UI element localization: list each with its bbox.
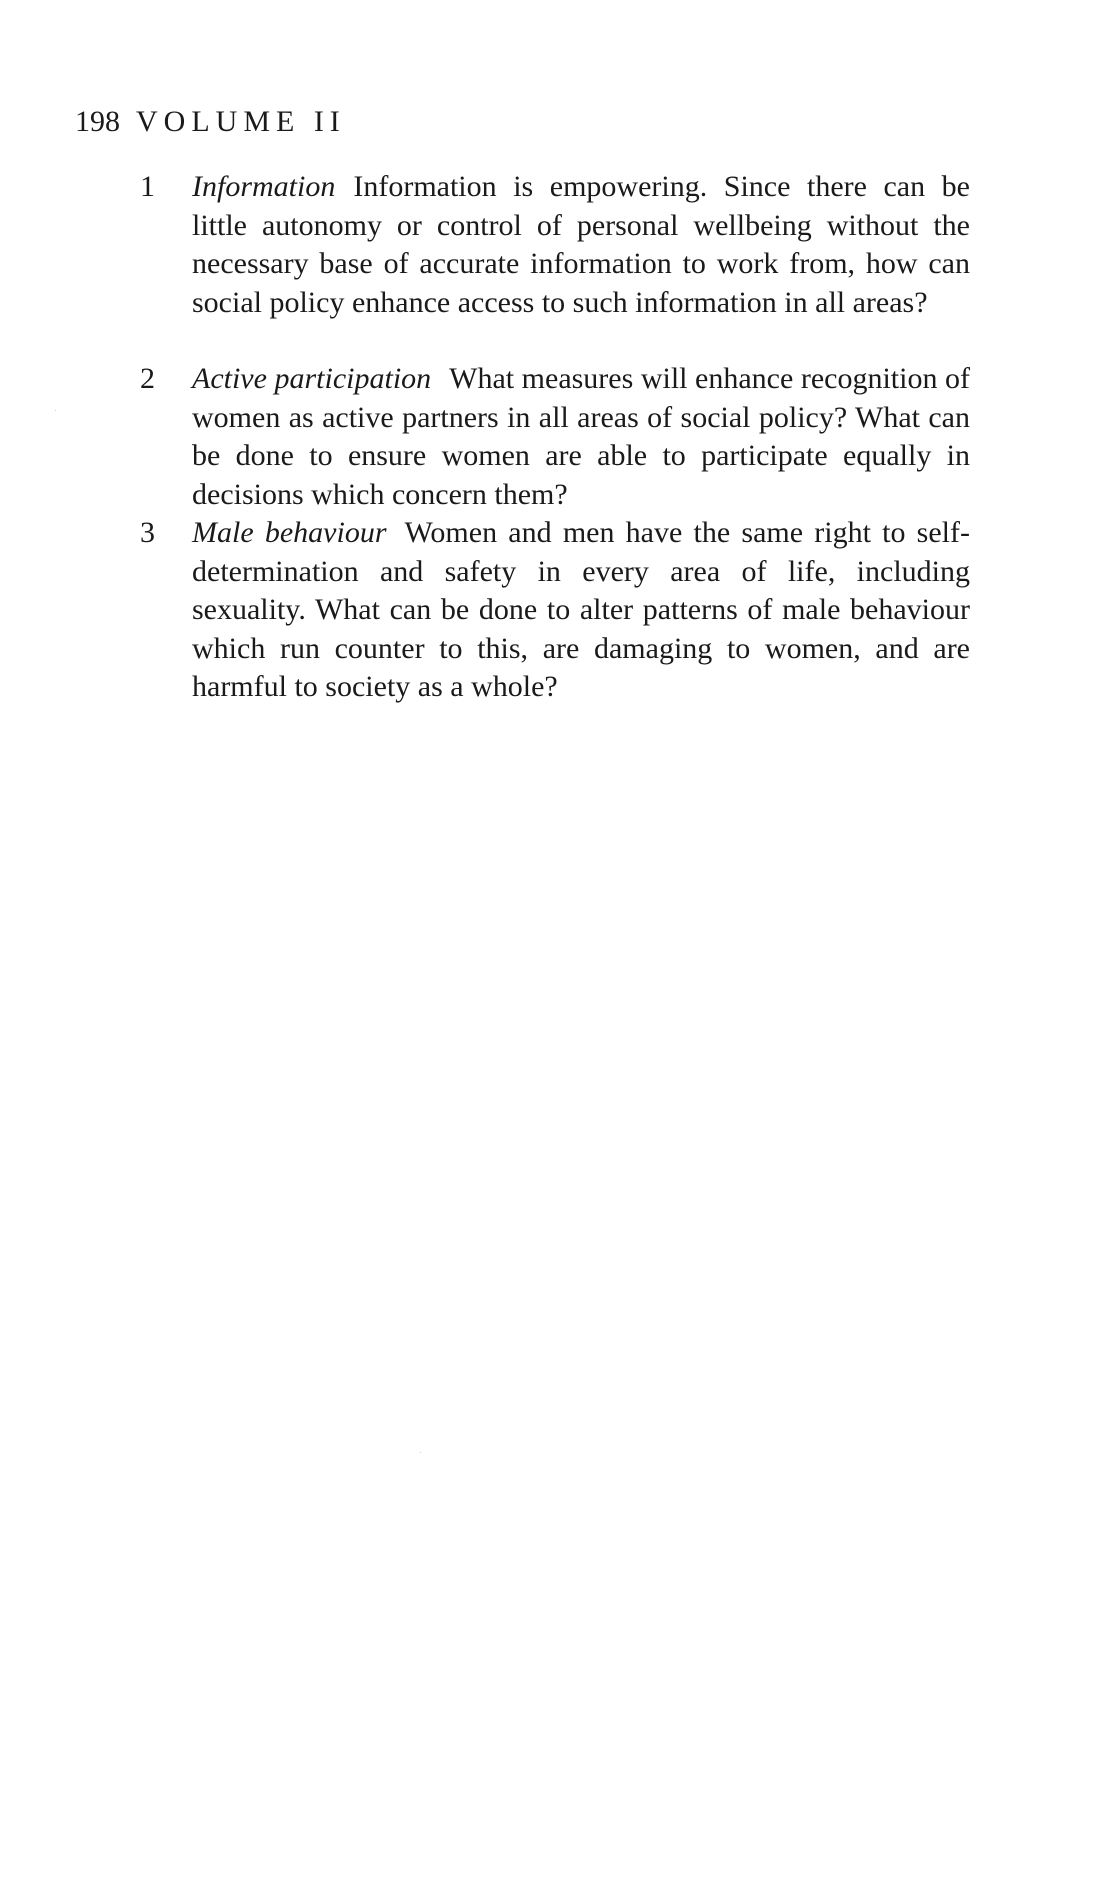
list-item-body [192, 168, 970, 322]
list-item-text: Women and men have the same right to self-determination and safety in every area of life, including sexuality. What can be done to alter patterns of male behaviour which run counter to this, are damaging to women, and are harmful to society as a whole? [192, 516, 970, 703]
list-item-heading: Information [192, 170, 336, 203]
list-item-body [192, 514, 970, 707]
list-item-number: 1 [140, 170, 155, 203]
scan-speck [55, 410, 56, 411]
volume-label: VOLUME II [136, 105, 346, 138]
list-item-text: Information is empowering. Since there can be little autonomy or control of personal wellbeing without the necessary base of accurate information to work from, how can social policy enhance access to such information in all areas? [192, 170, 970, 319]
running-head [75, 104, 346, 140]
list-item-body [192, 360, 970, 514]
list-item-heading: Active participation [192, 362, 432, 395]
list-item-text: What measures will enhance recognition of women as active partners in all areas of social policy? What can be done to ensure women are able to participate equally in decisions which concern them? [192, 362, 970, 511]
list-item-number: 3 [140, 516, 155, 549]
scan-speck [420, 1452, 421, 1453]
page-number: 198 [75, 105, 120, 138]
list-item-number: 2 [140, 362, 155, 395]
list-item-heading: Male behaviour [192, 516, 387, 549]
